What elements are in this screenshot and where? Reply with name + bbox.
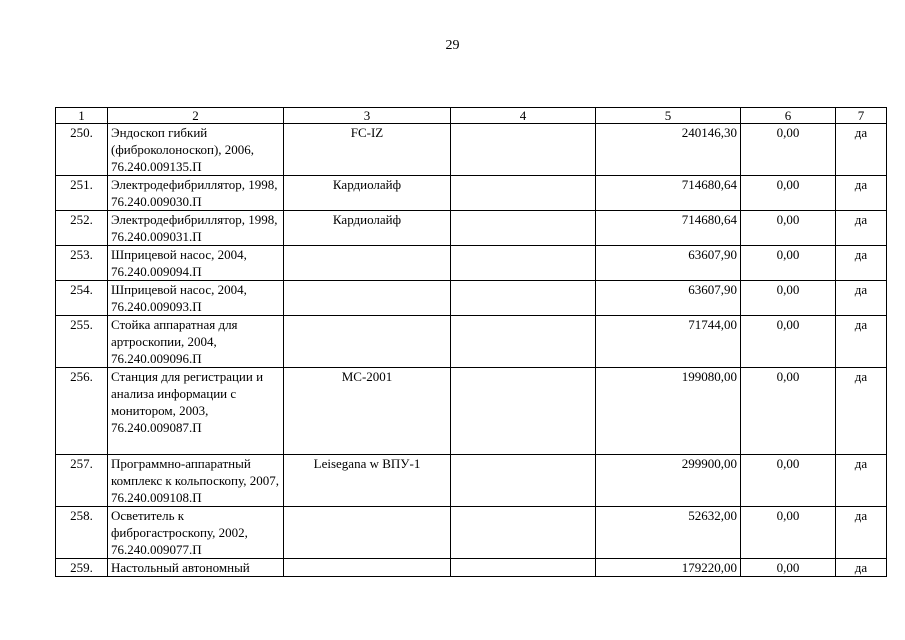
item-amortization: 0,00 [741,281,836,316]
row-number: 259. [56,559,108,577]
row-number: 250. [56,124,108,176]
item-col4 [451,559,596,577]
item-model: Leisegana w ВПУ-1 [284,455,451,507]
column-header: 7 [836,108,887,124]
item-amortization: 0,00 [741,211,836,246]
item-flag: да [836,559,887,577]
item-model [284,316,451,368]
item-value: 199080,00 [596,368,741,455]
item-name: Шприцевой насос, 2004, 76.240.009093.П [108,281,284,316]
item-flag: да [836,316,887,368]
item-model [284,281,451,316]
row-number: 254. [56,281,108,316]
row-number: 257. [56,455,108,507]
item-flag: да [836,368,887,455]
item-flag: да [836,455,887,507]
row-number: 258. [56,507,108,559]
item-name: Станция для регистрации и анализа информации с монитором, 2003, 76.240.009087.П [108,368,284,455]
item-name: Программно-аппаратный комплекс к кольпоскопу, 2007, 76.240.009108.П [108,455,284,507]
item-amortization: 0,00 [741,246,836,281]
table-row [56,281,887,316]
row-number: 251. [56,176,108,211]
item-value: 714680,64 [596,176,741,211]
item-flag: да [836,211,887,246]
item-col4 [451,176,596,211]
item-name: Электродефибриллятор, 1998, 76.240.009031.П [108,211,284,246]
item-model: Кардиолайф [284,211,451,246]
item-value: 63607,90 [596,246,741,281]
item-value: 63607,90 [596,281,741,316]
item-col4 [451,124,596,176]
column-header: 5 [596,108,741,124]
column-header: 2 [108,108,284,124]
table-row [56,368,887,455]
table-row [56,246,887,281]
item-model [284,559,451,577]
row-number: 255. [56,316,108,368]
column-header: 3 [284,108,451,124]
item-col4 [451,316,596,368]
item-name: Шприцевой насос, 2004, 76.240.009094.П [108,246,284,281]
item-col4 [451,246,596,281]
item-col4 [451,507,596,559]
item-amortization: 0,00 [741,455,836,507]
item-model [284,507,451,559]
equipment-table [55,107,887,577]
item-flag: да [836,124,887,176]
column-header: 6 [741,108,836,124]
item-name: Электродефибриллятор, 1998, 76.240.009030.П [108,176,284,211]
item-model: МС-2001 [284,368,451,455]
column-header: 1 [56,108,108,124]
item-amortization: 0,00 [741,124,836,176]
item-col4 [451,455,596,507]
page-number: 29 [445,38,460,53]
header-row [56,108,887,124]
table-row [56,211,887,246]
item-flag: да [836,507,887,559]
table-row [56,316,887,368]
item-value: 299900,00 [596,455,741,507]
item-model: Кардиолайф [284,176,451,211]
item-value: 714680,64 [596,211,741,246]
item-amortization: 0,00 [741,368,836,455]
item-col4 [451,281,596,316]
item-amortization: 0,00 [741,316,836,368]
table-row [56,455,887,507]
item-model [284,246,451,281]
item-amortization: 0,00 [741,507,836,559]
item-flag: да [836,246,887,281]
item-amortization: 0,00 [741,176,836,211]
item-amortization: 0,00 [741,559,836,577]
row-number: 252. [56,211,108,246]
row-number: 253. [56,246,108,281]
item-model: FC-IZ [284,124,451,176]
column-header: 4 [451,108,596,124]
item-flag: да [836,176,887,211]
table-row [56,124,887,176]
row-number: 256. [56,368,108,455]
item-name: Стойка аппаратная для артроскопии, 2004, 76.240.009096.П [108,316,284,368]
item-flag: да [836,281,887,316]
item-name: Осветитель к фиброгастроскопу, 2002, 76.240.009077.П [108,507,284,559]
table-row [56,176,887,211]
item-value: 240146,30 [596,124,741,176]
item-name: Настольный автономный [108,559,284,577]
item-col4 [451,368,596,455]
table-row [56,507,887,559]
item-value: 71744,00 [596,316,741,368]
item-name: Эндоскоп гибкий (фиброколоноскоп), 2006, 76.240.009135.П [108,124,284,176]
table-row [56,559,887,577]
item-value: 179220,00 [596,559,741,577]
item-col4 [451,211,596,246]
item-value: 52632,00 [596,507,741,559]
